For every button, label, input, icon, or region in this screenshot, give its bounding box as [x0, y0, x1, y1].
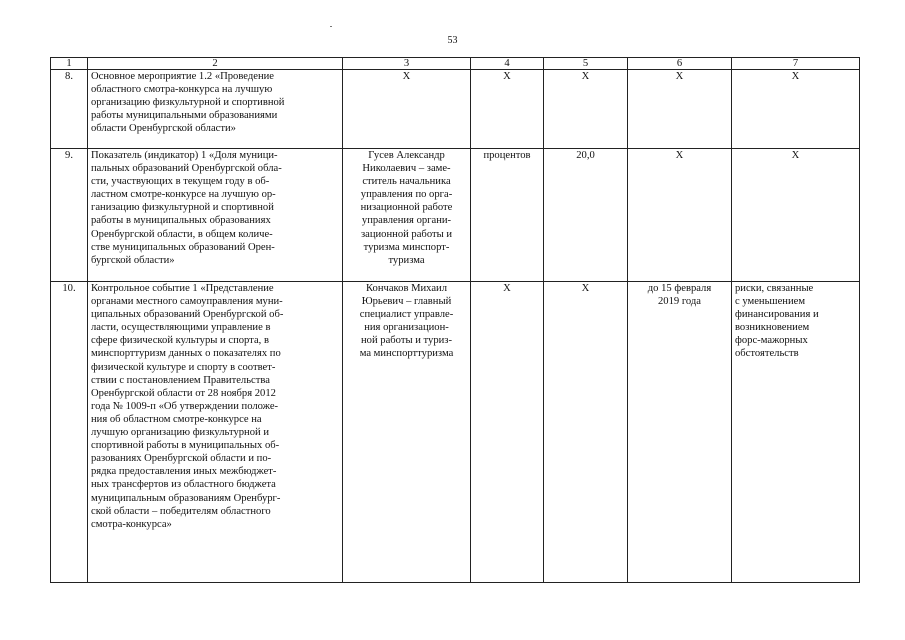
table-row	[51, 282, 860, 583]
cell-text-line: работы в муниципальных образованиях	[91, 215, 271, 227]
column-header: 6	[628, 58, 732, 70]
cell-text-line: обстоятельств	[735, 348, 799, 360]
cell-text-line: Х	[791, 150, 800, 161]
cell-text-line: Основное мероприятие 1.2 «Проведение	[91, 71, 274, 82]
cell-text-line: Контрольное событие 1 «Представление	[91, 283, 274, 294]
cell-text-line: лучшую организацию физкультурной и	[91, 427, 269, 439]
cell-text-line: рядка предоставления иных межбюджет-	[91, 466, 277, 478]
risks-cell	[732, 149, 860, 282]
cell-text-line: области Оренбургской области»	[91, 123, 236, 135]
cell-text-line: Х	[675, 71, 684, 82]
cell-text-line: 2019 года	[657, 296, 701, 308]
cell-text-line: разованиях Оренбургской области и по-	[91, 453, 272, 465]
cell-text-line: низационной работе	[360, 202, 453, 214]
cell-text-line: зационной работы и	[360, 228, 453, 240]
cell-text-line: работы муниципальными образованиями	[91, 110, 278, 122]
cell-text-line: ной работы и туриз-	[360, 335, 452, 347]
cell-text-line: физической культуре и спорту в соответ-	[91, 361, 276, 373]
cell-text-line: органами местного самоуправления муни-	[91, 296, 283, 308]
cell-text-line: ния об областном смотре-конкурсе на	[91, 413, 262, 425]
cell-text-line: Юрьевич – главный	[361, 296, 452, 308]
unit-cell: процентов	[471, 149, 544, 282]
cell-text-line: Оренбургской области, в общем количе-	[91, 228, 273, 240]
column-header: 7	[732, 58, 860, 70]
responsible-cell	[343, 149, 471, 282]
description-cell	[88, 282, 343, 583]
column-number-row	[51, 58, 860, 70]
cell-text-line: областного смотра-конкурса на лучшую	[91, 84, 273, 96]
cell-text-line: управления органи-	[361, 215, 452, 227]
cell-text-line: стве муниципальных образований Орен-	[91, 241, 275, 253]
cell-text-line: специалист управле-	[359, 309, 454, 321]
cell-text-line: года № 1009-п «Об утверждении положе-	[91, 400, 279, 412]
cell-text-line: Оренбургской области от 28 ноября 2012	[91, 387, 276, 399]
column-header: 5	[544, 58, 628, 70]
column-header: 4	[471, 58, 544, 70]
cell-text-line: ласти, осуществляющими управление в	[91, 322, 271, 334]
cell-text-line: форс-мажорных	[735, 335, 808, 347]
cell-text-line: ствии с постановлением Правительства	[91, 374, 270, 386]
deadline-cell	[628, 282, 732, 583]
cell-text-line: ных трансфертов из областного бюджета	[91, 479, 276, 491]
table-row	[51, 149, 860, 282]
value-cell: Х	[544, 70, 628, 149]
cell-text-line: Х	[675, 150, 684, 161]
column-header: 1	[51, 58, 88, 70]
row-number: 9.	[51, 149, 88, 282]
cell-text-line: Кончаков Михаил	[366, 283, 447, 294]
risks-cell	[732, 70, 860, 149]
cell-text-line: ской области – победителям областного	[91, 505, 271, 517]
description-cell	[88, 149, 343, 282]
cell-text-line: сфере физической культуры и спорта, в	[91, 335, 269, 347]
cell-text-line: ма минспорттуризма	[359, 348, 454, 360]
cell-text-line: ститель начальника	[362, 176, 451, 188]
cell-text-line: управления по орга-	[360, 189, 453, 201]
cell-text-line: Николаевич – заме-	[362, 163, 451, 175]
responsible-cell	[343, 70, 471, 149]
cell-text-line: Показатель (индикатор) 1 «Доля муници-	[91, 150, 278, 161]
cell-text-line: ципальных образований Оренбургской об-	[91, 309, 284, 321]
cell-text-line: финансирования и	[735, 309, 819, 321]
row-number: 10.	[51, 282, 88, 583]
description-cell	[88, 70, 343, 149]
cell-text-line: сти, участвующих в текущем году в об-	[91, 176, 270, 188]
unit-cell: Х	[471, 70, 544, 149]
deadline-cell	[628, 149, 732, 282]
cell-text-line: муниципальным образованиям Оренбург-	[91, 492, 281, 504]
unit-cell: Х	[471, 282, 544, 583]
cell-text-line: риски, связанные	[735, 283, 814, 294]
page-number: 53	[447, 35, 458, 46]
table-row	[51, 70, 860, 149]
scan-speck	[330, 26, 332, 27]
column-header: 3	[343, 58, 471, 70]
cell-text-line: пальных образований Оренбургской обла-	[91, 163, 282, 175]
cell-text-line: Гусев Александр	[368, 150, 445, 161]
cell-text-line: бургской области»	[91, 254, 175, 266]
value-cell: 20,0	[544, 149, 628, 282]
responsible-cell	[343, 282, 471, 583]
cell-text-line: туризма	[388, 254, 425, 266]
cell-text-line: с уменьшением	[735, 296, 806, 308]
cell-text-line: туризма минспорт-	[363, 241, 450, 253]
cell-text-line: минспорттуризм данных о показателях по	[91, 348, 281, 360]
cell-text-line: смотра-конкурса»	[91, 518, 172, 530]
value-cell: Х	[544, 282, 628, 583]
cell-text-line: Х	[402, 71, 411, 82]
column-header: 2	[88, 58, 343, 70]
risks-cell	[732, 282, 860, 583]
cell-text-line: ния организацион-	[364, 322, 449, 334]
cell-text-line: организацию физкультурной и спортивной	[91, 97, 285, 109]
document-table	[50, 57, 860, 583]
row-number: 8.	[51, 70, 88, 149]
cell-text-line: ластном смотре-конкурсе на лучшую ор-	[91, 189, 276, 201]
cell-text-line: Х	[791, 71, 800, 82]
cell-text-line: спортивной работы в муниципальных об-	[91, 440, 280, 452]
cell-text-line: ганизацию физкультурной и спортивной	[91, 202, 274, 214]
cell-text-line: возникновением	[735, 322, 810, 334]
cell-text-line: до 15 февраля	[647, 283, 712, 294]
deadline-cell	[628, 70, 732, 149]
